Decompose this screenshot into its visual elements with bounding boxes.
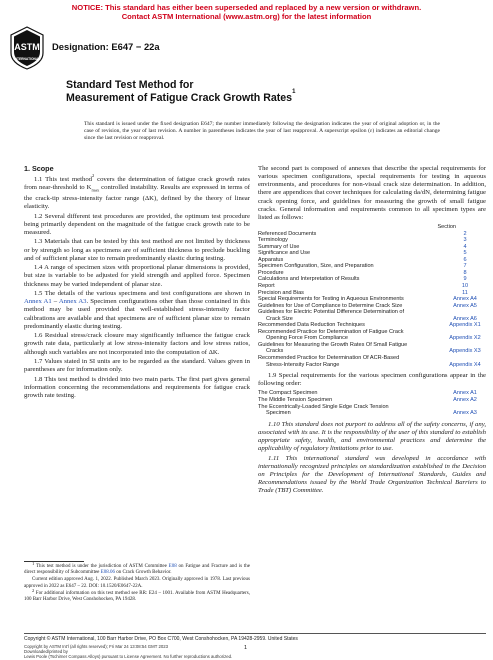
section-list xyxy=(258,224,486,368)
section-list-title: Report xyxy=(258,283,275,290)
section-list-link[interactable]: Annex A6 xyxy=(453,315,477,322)
section-list-title: Referenced Documents xyxy=(258,230,317,237)
annex-list-row xyxy=(258,404,486,417)
section-list-title: Special Requirements for Testing in Aqueous Environments xyxy=(258,296,404,303)
section-list-link[interactable]: Annex A5 xyxy=(453,302,477,309)
section-list-link[interactable]: 7 xyxy=(463,263,467,270)
footer-rule xyxy=(24,633,486,634)
license-line-2: Downloaded/printed by xyxy=(24,649,68,655)
paragraph-1-6: 1.6 Residual stress/crack closure may significantly influence the fatigue crack growth rate data, particularly at low stress-intensity factors and low stress ratios, although such variables are not incorporated into the computation of ΔK. xyxy=(24,332,250,356)
section-list-link[interactable]: Appendix X3 xyxy=(449,348,481,355)
notice-line-1: NOTICE: This standard has either been superseded and replaced by a new version or withdrawn. xyxy=(71,3,422,12)
section-list-title: Terminology xyxy=(258,237,288,244)
license-line-3: Lewis Poole (Tschirner Compass Alloys) pursuant to License Agreement. No further reproductions authorized. xyxy=(24,654,233,660)
logo-text: INTERNATIONAL xyxy=(13,57,41,61)
section-list-title: Specimen Configuration, Size, and Preparation xyxy=(258,263,374,270)
copyright-line: Copyright © ASTM International, 100 Barr Harbor Drive, PO Box C700, West Conshohocken, PA 19428-2959. United States xyxy=(24,636,298,642)
astm-logo-icon xyxy=(10,26,44,70)
section-list-title: Guidelines for Measuring the Growth Rates Of Small Fatigue xyxy=(258,341,408,348)
section-list-link[interactable]: 4 xyxy=(463,243,467,250)
right-column xyxy=(258,165,486,497)
section-list-link[interactable]: 3 xyxy=(463,237,467,244)
section-list-title: Recommended Practice for Determination of Fatigue Crack xyxy=(258,328,404,335)
annex-list-title-continued: Specimen xyxy=(266,410,291,417)
scope-heading: 1. Scope xyxy=(24,164,54,173)
section-list-title: Recommended Practice for Determination Of ACR-Based xyxy=(258,355,400,362)
annex-list-link[interactable]: Annex A3 xyxy=(453,410,477,417)
paragraph-second-part: The second part is composed of annexes that describe the special requirements for various specimen configurations, special requirements for testing in aqueous environments, and procedures for non-visual crack size determination. In addition, there are appendices that cover techniques for calculating da/dN, determining fatigue crack opening force, and guidelines for measuring the growth of small fatigue cracks. General information and requirements common to all specimen types are listed as follows: xyxy=(258,165,486,221)
title-line-1: Standard Test Method for xyxy=(66,79,194,91)
section-list-row xyxy=(258,309,486,322)
annex-a1-link[interactable]: Annex A1 xyxy=(24,298,52,306)
section-list-link[interactable]: 9 xyxy=(463,276,467,283)
title-line-2: Measurement of Fatigue Crack Growth Rates xyxy=(66,91,293,104)
section-list-title: Calculations and Interpretation of Results xyxy=(258,276,360,283)
section-list-title-continued: Cracks xyxy=(266,348,284,355)
document-title xyxy=(66,79,295,104)
paragraph-1-10: 1.10 This standard does not purport to address all of the safety concerns, if any, associated with its use. It is the responsibility of the user of this standard to establish appropriate safety, health, and environmental practices and determine the applicability of regulatory limitations prior to use. xyxy=(258,420,486,453)
section-list-title-continued: Opening Force From Compliance xyxy=(266,335,349,342)
section-list-title: Significance and Use xyxy=(258,250,311,257)
section-list-link[interactable]: 10 xyxy=(461,283,469,290)
section-list-title-continued: Stress-Intensity Factor Range xyxy=(266,361,340,368)
paragraph-1-5: 1.5 The details of the various specimens and test configurations are shown in Annex A1 – Annex A3. Specimen configurations other than those contained in this method may be used provided that well-established stress-intensity factor calibrations are available and that specimens are of sufficient planar size to remain predominantly elastic during testing. xyxy=(24,290,250,330)
committee-e08-link[interactable]: E08 xyxy=(168,564,177,569)
license-line-1: Copyright by ASTM Int'l (all rights reserved); Fri Mar 24 13:08:54 GMT 2023 xyxy=(24,644,169,649)
annex-list-link[interactable]: Annex A1 xyxy=(453,390,477,397)
annex-list-title: The Compact Specimen xyxy=(258,390,318,397)
footnote-1: $^1$ This test method is under the jurisdiction of ASTM Committee E08 on Fatigue and Fracture and is the direct responsibility of Subcommittee E08.06 on Crack Growth Behavior. xyxy=(24,561,250,576)
section-list-title: Guidelines for Electric Potential Difference Determination of xyxy=(258,309,405,316)
annex-list-title: The Middle Tension Specimen xyxy=(258,396,333,403)
section-list-link[interactable]: Annex A4 xyxy=(453,296,477,303)
paragraph-1-1: 1.1 This test method$^2$ covers the determination of fatigue crack growth rates from near-threshold to $K_{max}$ controlled instability. Results are expressed in terms of the crack-tip stress-intensity factor range (ΔK), defined by the theory of linear elasticity. xyxy=(24,173,250,210)
paragraph-1-8: 1.8 This test method is divided into two main parts. The first part gives general information concerning the recommendations and requirements for fatigue crack growth rate testing. xyxy=(24,375,250,400)
section-list-title: Procedure xyxy=(258,269,284,276)
section-list-row xyxy=(258,329,486,342)
section-list-title: Precision and Bias xyxy=(258,289,304,296)
annex-list-title: The Eccentrically-Loaded Single Edge Crack Tension xyxy=(258,403,389,410)
subcommittee-e0806-link[interactable]: E08.06 xyxy=(100,570,115,576)
paragraph-1-9: 1.9 Special requirements for the various specimen configurations appear in the following order: xyxy=(258,372,486,388)
section-list-row xyxy=(258,355,486,368)
section-list-link[interactable]: 5 xyxy=(463,250,467,257)
designation: Designation: E647 − 22a xyxy=(52,41,160,52)
section-list-title: Apparatus xyxy=(258,256,284,263)
notice-line-2: Contact ASTM International (www.astm.org) for the latest information xyxy=(121,12,372,21)
title-footnote-mark: 1 xyxy=(292,88,296,95)
section-list-title: Recommended Data Reduction Techniques xyxy=(258,322,365,329)
paragraph-1-7: 1.7 Values stated in SI units are to be regarded as the standard. Values given in parentheses are for information only. xyxy=(24,358,250,374)
paragraph-1-3: 1.3 Materials that can be tested by this test method are not limited by thickness or by strength so long as specimens are of sufficient thickness to preclude buckling and of sufficient planar size to remain predominantly elastic during testing. xyxy=(24,238,250,262)
section-list-header: Section xyxy=(437,224,456,231)
annex-list xyxy=(258,390,486,416)
annex-a3-link[interactable]: Annex A3 xyxy=(58,298,87,306)
paragraph-1-2: 1.2 Several different test procedures are provided, the optimum test procedure being primarily dependent on the magnitude of the fatigue crack growth rate to be measured. xyxy=(24,212,250,236)
section-list-link[interactable]: 6 xyxy=(463,256,467,263)
paragraph-1-11: 1.11 This international standard was developed in accordance with internationally recognized principles on standardization established in the Decision on Principles for the Development of International Standards, Guides and Recommendations issued by the World Trade Organization Technical Barriers to Trade (TBT) Committee. xyxy=(258,454,486,495)
annex-list-link[interactable]: Annex A2 xyxy=(453,396,477,403)
section-list-link[interactable]: 11 xyxy=(462,289,468,296)
license-notice xyxy=(24,644,232,660)
section-list-link[interactable]: 2 xyxy=(463,230,467,237)
section-list-title: Summary of Use xyxy=(258,243,300,250)
section-list-link[interactable]: Appendix X1 xyxy=(449,322,481,329)
footnotes xyxy=(24,561,250,604)
left-column xyxy=(24,165,250,402)
svg-text:ASTM: ASTM xyxy=(14,42,40,52)
section-list-link[interactable]: 8 xyxy=(463,269,467,276)
footnote-2: $^2$ For additional information on this test method see RR: E24 – 1001. Available from ASTM Headquarters, 100 Barr Harbor Drive, West Conshohocken, PA 19428. xyxy=(24,587,250,603)
page-number: 1 xyxy=(244,645,248,651)
section-list-link[interactable]: Appendix X2 xyxy=(449,335,481,342)
footnote-edition: Current edition approved Aug. 1, 2022. Published March 2023. Originally approved in 1978. Last previous approved in 2022 as E647 – 22. DOI: 10.1520/E0647-22A. xyxy=(24,577,250,589)
section-list-title-continued: Crack Size xyxy=(266,315,293,322)
issuance-note: This standard is issued under the fixed designation E647; the number immediately following the designation indicates the year of original adoption or, in the case of revision, the year of last revision. A number in parentheses indicates the year of last reapproval. A superscript epsilon (ε) indicates an editorial change since the last revision or reapproval. xyxy=(84,121,440,141)
paragraph-1-4: 1.4 A range of specimen sizes with proportional planar dimensions is provided, but size is variable to be adjusted for yield strength and applied force. Specimen thickness may be varied independent of planar size. xyxy=(24,264,250,288)
section-list-row xyxy=(258,342,486,355)
superseded-notice xyxy=(0,3,493,21)
section-list-link[interactable]: Appendix X4 xyxy=(449,361,481,368)
section-list-title: Guidelines for Use of Compliance to Determine Crack Size xyxy=(258,302,403,309)
